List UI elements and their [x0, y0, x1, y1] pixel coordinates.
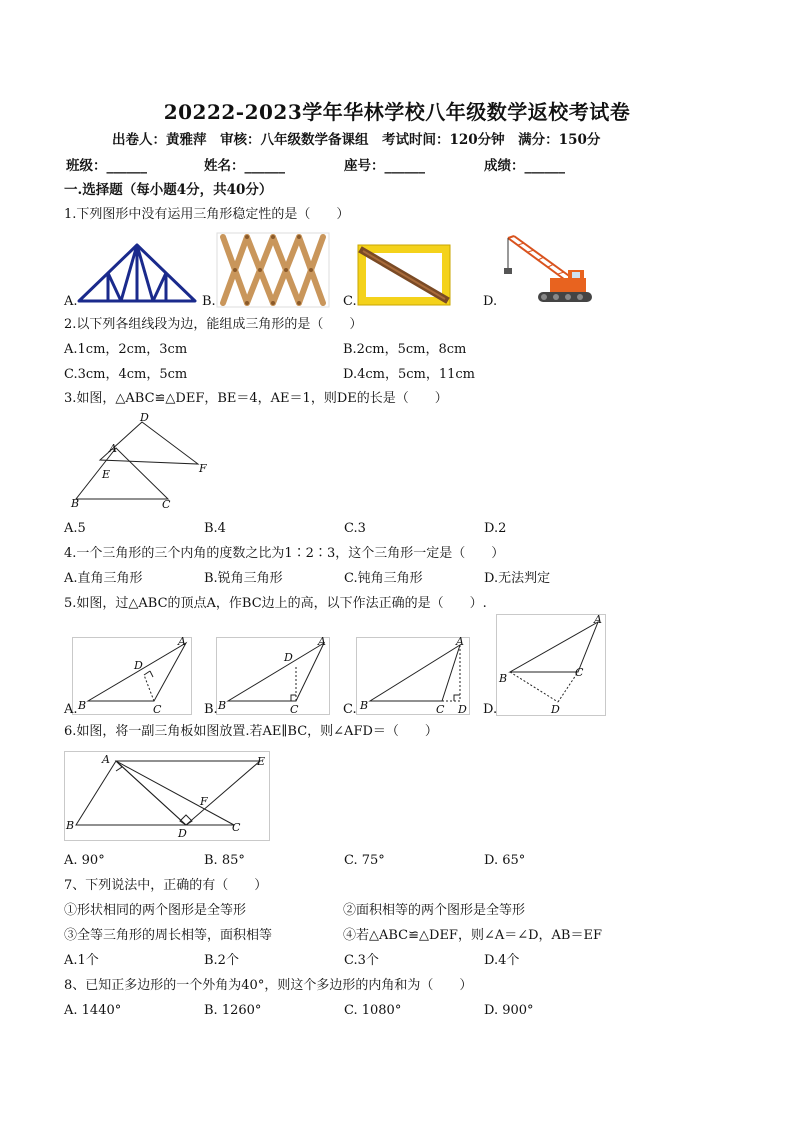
q1-crane-image [498, 232, 596, 306]
author-line: 出卷人：黄雅萍 审核：八年级数学备课组 考试时间：120分钟 满分：150分 [112, 132, 601, 148]
q3-label-f: F [199, 462, 207, 475]
section-title: 一.选择题（每小题4分，共40分） [64, 182, 273, 198]
q6-figure [64, 751, 270, 841]
q5-stem: 5.如图，过△ABC的顶点A，作BC边上的高，以下作法正确的是（ ）. [64, 596, 487, 611]
q7-statement-2: ②面积相等的两个图形是全等形 [343, 903, 526, 918]
svg-text:B: B [78, 699, 87, 712]
q5-figure-d [496, 614, 606, 716]
svg-text:C: C [436, 703, 445, 716]
q7-statement-1: ①形状相同的两个图形是全等形 [64, 903, 247, 918]
q5-figure-b [216, 637, 330, 715]
svg-text:D: D [284, 651, 293, 664]
q2-option-a: A.1cm，2cm，3cm [64, 342, 188, 357]
q1-option-b: B. [202, 294, 216, 309]
q3-label-e: E [102, 468, 111, 481]
q7-option-c: C.3个 [344, 953, 379, 968]
svg-text:A: A [318, 635, 326, 648]
score-field: 成绩：______ [484, 158, 565, 174]
svg-text:D: D [178, 827, 187, 840]
q1-stem: 1.下列图形中没有运用三角形稳定性的是（ ） [64, 207, 350, 222]
q8-option-c: C. 1080° [344, 1003, 402, 1018]
svg-text:B: B [499, 672, 508, 685]
q7-statement-3: ③全等三角形的周长相等，面积相等 [64, 928, 273, 943]
q1-option-c: C. [343, 294, 357, 309]
svg-text:B: B [218, 699, 227, 712]
q1-lattice-image [217, 233, 329, 307]
svg-text:A: A [178, 635, 186, 648]
q8-option-b: B. 1260° [204, 1003, 262, 1018]
svg-text:F: F [200, 795, 208, 808]
svg-text:A: A [594, 613, 602, 626]
svg-text:C: C [153, 703, 162, 716]
q5-figure-a [72, 637, 192, 715]
q6-option-c: C. 75° [344, 853, 385, 868]
q5-option-d: D. [483, 702, 498, 717]
svg-text:D: D [551, 703, 560, 716]
svg-text:E: E [257, 755, 266, 768]
q5-option-a: A. [64, 702, 78, 717]
q3-option-c: C.3 [344, 521, 366, 536]
q2-option-b: B.2cm，5cm，8cm [343, 342, 467, 357]
q5-option-c: C. [343, 702, 357, 717]
q8-option-a: A. 1440° [64, 1003, 122, 1018]
seat-field: 座号：______ [344, 158, 425, 174]
class-field: 班级：______ [66, 158, 147, 174]
q4-stem: 4.一个三角形的三个内角的度数之比为1∶2∶3，这个三角形一定是（ ） [64, 546, 505, 561]
svg-text:A: A [102, 753, 110, 766]
svg-text:C: C [575, 666, 584, 679]
q3-option-b: B.4 [204, 521, 226, 536]
svg-text:D: D [134, 659, 143, 672]
q4-option-a: A.直角三角形 [64, 571, 143, 586]
q5-option-b: B. [204, 702, 218, 717]
q2-option-d: D.4cm，5cm，11cm [343, 367, 475, 382]
svg-text:C: C [232, 821, 241, 834]
q4-option-d: D.无法判定 [484, 571, 551, 586]
q3-label-d: D [140, 411, 149, 424]
q1-option-a: A. [64, 294, 78, 309]
q6-option-b: B. 85° [204, 853, 245, 868]
svg-text:D: D [458, 703, 467, 716]
svg-text:C: C [290, 703, 299, 716]
q2-stem: 2.以下列各组线段为边，能组成三角形的是（ ） [64, 317, 363, 332]
q3-option-a: A.5 [64, 521, 86, 536]
page-title: 20222-2023学年华林学校八年级数学返校考试卷 [163, 100, 631, 124]
name-field: 姓名：______ [204, 158, 285, 174]
q4-option-b: B.锐角三角形 [204, 571, 283, 586]
q7-stem: 7、下列说法中，正确的有（ ） [64, 878, 268, 893]
q3-option-d: D.2 [484, 521, 507, 536]
q1-frame-image [357, 244, 451, 306]
svg-text:B: B [66, 819, 75, 832]
q2-option-c: C.3cm，4cm，5cm [64, 367, 188, 382]
svg-text:B: B [360, 699, 369, 712]
q1-option-d: D. [483, 294, 498, 309]
q6-stem: 6.如图，将一副三角板如图放置.若AE∥BC，则∠AFD＝（ ） [64, 724, 438, 739]
q3-label-b: B [71, 497, 80, 510]
q7-option-a: A.1个 [64, 953, 99, 968]
q3-figure [66, 412, 216, 512]
q3-stem: 3.如图，△ABC≌△DEF，BE＝4，AE＝1，则DE的长是（ ） [64, 391, 448, 406]
svg-text:A: A [456, 635, 464, 648]
q7-statement-4: ④若△ABC≌△DEF，则∠A＝∠D，AB＝EF [343, 928, 602, 943]
q7-option-b: B.2个 [204, 953, 239, 968]
q5-figure-c [356, 637, 470, 715]
q7-option-d: D.4个 [484, 953, 520, 968]
q4-option-c: C.钝角三角形 [344, 571, 423, 586]
q8-option-d: D. 900° [484, 1003, 534, 1018]
q1-truss-image [76, 242, 198, 304]
q8-stem: 8、已知正多边形的一个外角为40°，则这个多边形的内角和为（ ） [64, 978, 473, 993]
q6-option-d: D. 65° [484, 853, 526, 868]
q3-label-a: A [109, 442, 117, 455]
q6-option-a: A. 90° [64, 853, 105, 868]
q3-label-c: C [162, 498, 171, 511]
